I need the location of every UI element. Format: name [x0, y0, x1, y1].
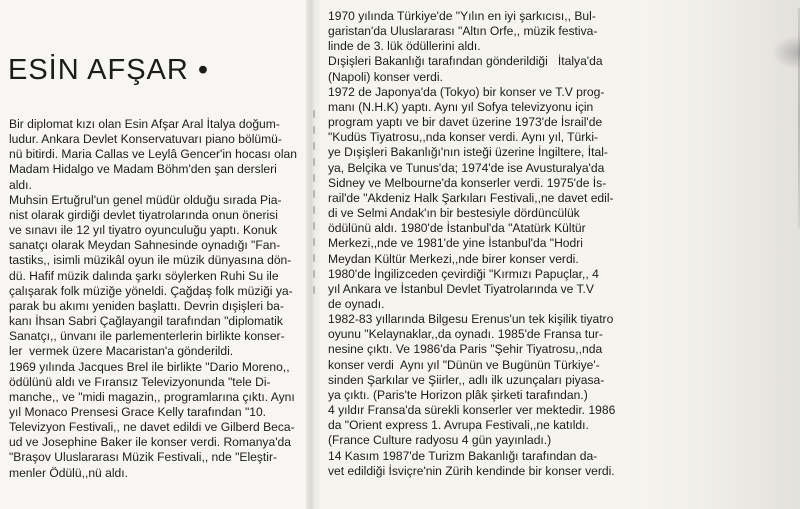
artist-title: ESİN AFŞAR • — [8, 54, 210, 86]
biography-left-column: Bir diplomat kızı olan Esin Afşar Aral İtalya doğum- ludur. Ankara Devlet Konservatuvarı piano bölümü- nü bitirdi. Maria Callas ve Leylâ Gencer'in hocası olan Madam Hidalgo ve Madam Böhm'den şan dersleri aldı. Muhsin Ertuğrul'un genel müdür olduğu sırada Pia- nist olarak girdiği devlet tiyatrolarında onun önerisi ve sınavı ile 12 yıl tiyatro oyunculuğu yaptı. Konuk sanatçı olarak Meydan Sahnesinde oynadığı "Fan- tastiks,, isimli müzikâl oyun ile müzik dünyasına dön- dü. Hafif müzik dalında şarkı söylerken Ruhi Su ile çalışarak folk müziğe yöneldi. Çağdaş folk müziği ya- parak bu akımı yeniden başlattı. Devrin dışişleri ba- kanı İhsan Sabri Çağlayangil tarafından "diplomatik Sanatçı,, ünvanı ile parlementerlerin birlikte konser- ler vermek üzere Macaristan'a gönderildi. 1969 yılında Jacques Brel ile birlikte "Dario Moreno,, ödülünü aldı ve Fıransız Televizyonunda "tele Di- manche,, ve "midi magazin,, programlarına çıktı. Aynı yıl Monaco Prensesi Grace Kelly tarafından "10. Televizyon Festivali,, ne davet edildi ve Gilberd Beca- ud ve Josephine Baker ile konser verdi. Romanya'da "Braşov Uluslararası Müzik Festivali,, nde "Eleştir- menler Ödülü,,nü aldı. — [9, 117, 298, 480]
biography-right-column: 1970 yılında Türkiye'de "Yılın en iyi şarkıcısı,, Bul- garistan'da Uluslararası "Altın Orfe,, müzik festiva- linde de 3. lük ödüllerini aldı. Dışişleri Bakanlığı tarafından gönderildiği İtalya'da (Napoli) konser verdi. 1972 de Japonya'da (Tokyo) bir konser ve T.V prog- manı (N.H.K) yaptı. Aynı yıl Sofya televizyonu için program yaptı ve bir davet üzerine 1973'de İsrail'de "Kudüs Tiyatrosu,,nda konser verdi. Aynı yıl, Türki- ye Dışişleri Bakanlığı'nın isteği üzerine İngiltere, İtal- ya, Belçika ve Tunus'da; 1974'de ise Avusturalya'da Sidney ve Melbourne'da konserler verdi. 1975'de İs- rail'de "Akdeniz Halk Şarkıları Festivali,,ne davet edil- di ve Selmi Andak'ın bir bestesiyle dördüncülük ödülünü aldı. 1980'de İstanbul'da "Atatürk Kültür Merkezi,,nde ve 1981'de yine İstanbul'da "Hodri Meydan Kültür Merkezi,,nde birer konser verdi. 1980'de İngilizceden çevirdiği "Kırmızı Papuçlar,, 4 yıl Ankara ve İstanbul Devlet Tiyatrolarında ve T.V de oynadı. 1982-83 yıllarında Bilgesu Erenus'un tek kişilik tiyatro oyunu "Kelaynaklar,,da oynadı. 1985'de Fransa tur- nesine çıktı. Ve 1986'da Paris "Şehir Tiyatrosu,,nda konser verdi Aynı yıl "Dünün ve Bugünün Türkiye'- sinden Şarkılar ve Şiirler,, adlı ilk uzunçaları piyasa- ya çıktı. (Paris'te Horizon plâk şirketi tarafından.) 4 yıldır Fransa'da sürekli konserler ver mektedir. 1986 da "Orient express 1. Avrupa Festivali,,ne katıldı. (France Culture radyosu 4 gün yayınladı.) 14 Kasım 1987'de Turizm Bakanlığı tarafından da- vet edildiği İsviçre'nin Zürih kendinde bir konser verdi. — [328, 9, 616, 478]
page-edge-mark — [772, 35, 800, 70]
fold-marks — [311, 110, 317, 310]
